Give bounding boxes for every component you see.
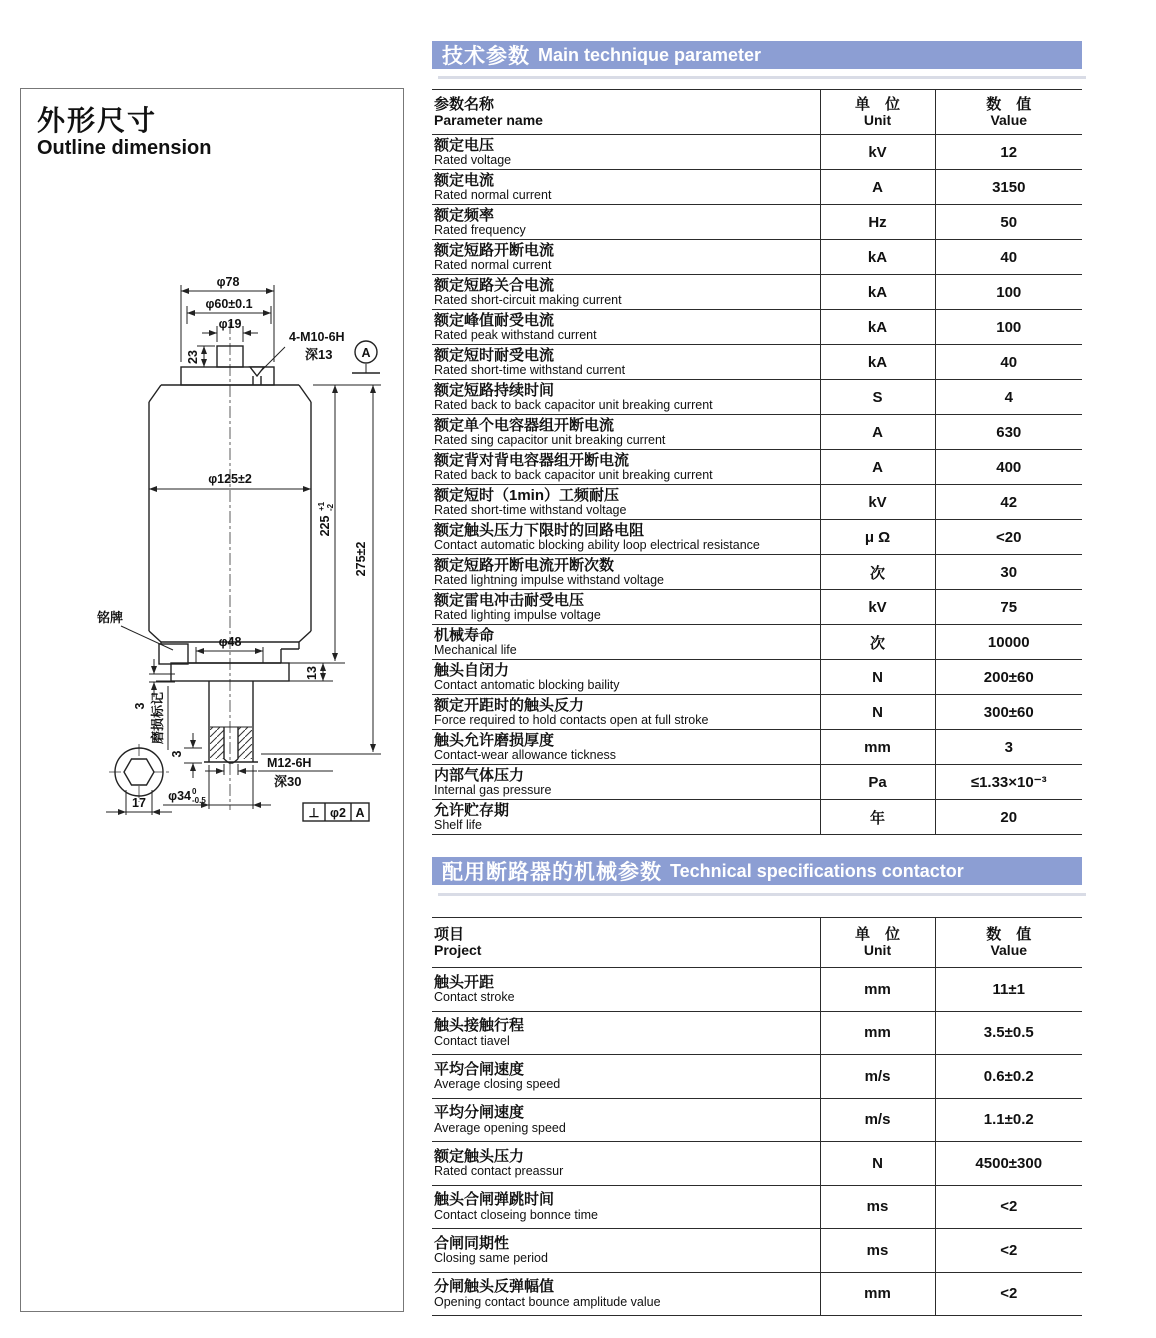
dim-phi48: φ48 (218, 635, 242, 649)
dim-phi125: φ125±2 (208, 472, 252, 486)
param-unit: N (820, 660, 935, 695)
param-name-zh: 额定短路关合电流 (434, 276, 555, 294)
param-value: 4 (935, 380, 1082, 415)
param-row (432, 170, 1082, 205)
dim-phi34-lower-tol: -0.5 (192, 796, 206, 805)
param-value: 3 (935, 730, 1082, 765)
dim-phi34: φ34 (168, 789, 191, 803)
header-unit-zh: 单 位 (854, 95, 900, 113)
param-value: 10000 (935, 625, 1082, 660)
param-name-zh: 触头开距 (434, 973, 495, 991)
param-name-en: Contact antomatic blocking baility (434, 677, 620, 692)
header-unit-zh: 单 位 (854, 926, 900, 944)
mech-params-title-zh: 配用断路器的机械参数 (442, 861, 662, 884)
param-name-zh: 额定频率 (434, 206, 495, 224)
param-name-zh: 额定短路开断电流 (434, 241, 555, 259)
param-value: 3.5±0.5 (935, 1011, 1082, 1055)
header-value-zh: 数 值 (986, 95, 1032, 113)
param-unit: A (820, 170, 935, 205)
param-name-zh: 触头自闭力 (434, 661, 510, 679)
header-value-zh: 数 值 (986, 926, 1032, 944)
param-row (432, 730, 1082, 765)
param-name-en: Rated frequency (434, 222, 526, 237)
param-value: <2 (935, 1272, 1082, 1316)
header-value-en: Value (990, 942, 1028, 959)
param-name-zh: 触头合闸弹跳时间 (434, 1191, 555, 1209)
param-name-en: Rated normal current (434, 257, 552, 272)
param-row (432, 625, 1082, 660)
param-row (432, 765, 1082, 800)
param-row (432, 1272, 1082, 1316)
param-name-zh: 内部气体压力 (434, 766, 525, 784)
param-row (432, 800, 1082, 835)
param-name-zh: 平均分闸速度 (434, 1104, 525, 1122)
param-value: 300±60 (935, 695, 1082, 730)
param-unit: kV (820, 485, 935, 520)
param-value: 100 (935, 310, 1082, 345)
param-name-en: Contact stroke (434, 990, 515, 1004)
param-name-zh: 机械寿命 (434, 626, 495, 644)
param-name-en: Mechanical life (434, 642, 517, 657)
param-value: 1.1±0.2 (935, 1098, 1082, 1142)
param-value: 11±1 (935, 968, 1082, 1012)
param-value: ≤1.33×10⁻³ (935, 765, 1082, 800)
param-name-en: Rated contact preassur (434, 1164, 564, 1178)
dim-225-lower-tol: -2 (326, 503, 335, 511)
param-name-zh: 额定触头压力下限时的回路电阻 (434, 521, 645, 539)
param-name-zh: 触头允许磨损厚度 (434, 731, 555, 749)
param-name-zh: 触头接触行程 (434, 1017, 525, 1035)
dim-23: 23 (186, 350, 200, 364)
param-row (432, 1142, 1082, 1186)
param-value: 100 (935, 275, 1082, 310)
param-row (432, 1185, 1082, 1229)
bar-shadow (438, 76, 1086, 79)
main-params-header-bar (432, 41, 1082, 69)
param-row (432, 310, 1082, 345)
outline-title-en: Outline dimension (37, 137, 212, 159)
label-nameplate: 铭牌 (97, 610, 124, 625)
feature-control-frame (303, 803, 369, 821)
param-name-zh: 额定短时（1min）工频耐压 (434, 486, 620, 504)
param-name-en: Average closing speed (434, 1077, 561, 1091)
param-unit: N (820, 1142, 935, 1186)
param-unit: kA (820, 275, 935, 310)
param-unit: 年 (820, 800, 935, 835)
param-name-zh: 额定电流 (434, 171, 495, 189)
param-unit: A (820, 415, 935, 450)
fcf-datum: A (355, 806, 365, 820)
param-value: 20 (935, 800, 1082, 835)
param-value: 4500±300 (935, 1142, 1082, 1186)
param-row (432, 345, 1082, 380)
param-row (432, 1229, 1082, 1273)
dim-225-upper-tol: +1 (317, 501, 326, 511)
param-unit: kA (820, 345, 935, 380)
mech-params-header-bar (432, 857, 1082, 885)
param-unit: 次 (820, 625, 935, 660)
param-value: 30 (935, 555, 1082, 590)
param-row (432, 135, 1082, 170)
param-name-zh: 额定电压 (434, 136, 495, 154)
param-name-zh: 平均合闸速度 (434, 1060, 525, 1078)
param-row (432, 1011, 1082, 1055)
dim-phi60: φ60±0.1 (205, 297, 253, 311)
param-name-zh: 额定短时耐受电流 (434, 346, 555, 364)
param-name-en: Internal gas pressure (434, 782, 552, 797)
dim-275: 275±2 (354, 541, 368, 577)
param-value: 75 (935, 590, 1082, 625)
param-name-en: Rated lighting impulse voltage (434, 607, 601, 622)
header-unit-en: Unit (863, 111, 892, 128)
param-unit: A (820, 450, 935, 485)
param-name-zh: 额定雷电冲击耐受电压 (434, 591, 585, 609)
param-name-en: Shelf life (434, 817, 482, 832)
main-params-title-zh: 技术参数 (442, 45, 530, 68)
param-name-zh: 允许贮存期 (434, 801, 510, 819)
param-name-zh: 额定短路开断电流开断次数 (434, 556, 615, 574)
label-m10: 4-M10-6H (289, 330, 345, 344)
fcf-perpendicularity-symbol: ⊥ (308, 806, 320, 820)
param-value: <2 (935, 1185, 1082, 1229)
param-value: <2 (935, 1229, 1082, 1273)
dim-phi19: φ19 (218, 317, 242, 331)
label-m12-depth: 深30 (274, 774, 302, 789)
dim-225: 225 (318, 515, 332, 537)
param-value: 40 (935, 345, 1082, 380)
param-row (432, 205, 1082, 240)
main-params-table-wrap (432, 89, 1082, 835)
param-row (432, 415, 1082, 450)
param-unit: m/s (820, 1055, 935, 1099)
param-name-zh: 合闸同期性 (434, 1234, 510, 1252)
dim-13: 13 (305, 666, 319, 680)
param-name-zh: 额定短路持续时间 (434, 381, 555, 399)
param-row (432, 968, 1082, 1012)
param-name-en: Closing same period (434, 1251, 548, 1265)
header-value-en: Value (990, 111, 1028, 128)
param-name-en: Rated back to back capacitor unit breaking current (434, 397, 713, 412)
param-value: 0.6±0.2 (935, 1055, 1082, 1099)
dim-17: 17 (132, 796, 146, 810)
param-unit: mm (820, 730, 935, 765)
param-name-en: Rated sing capacitor unit breaking current (434, 432, 666, 447)
param-name-en: Contact automatic blocking ability loop electrical resistance (434, 537, 760, 552)
label-wear-mark: 磨损标记 (150, 691, 165, 745)
param-name-en: Contact-wear allowance tickness (434, 747, 617, 762)
dim-wear-3: 3 (133, 702, 147, 710)
param-unit: mm (820, 968, 935, 1012)
param-name-en: Rated short-circuit making current (434, 292, 622, 307)
header-name-zh: 项目 (434, 926, 465, 944)
header-name-en: Project (434, 942, 482, 959)
param-row (432, 1055, 1082, 1099)
mech-params-table (432, 917, 1082, 1316)
header-name-en: Parameter name (434, 111, 543, 128)
param-name-en: Rated short-time withstand current (434, 362, 626, 377)
param-unit: kV (820, 135, 935, 170)
param-row (432, 520, 1082, 555)
main-params-table (432, 89, 1082, 835)
dim-phi34-upper-tol: 0 (192, 787, 197, 796)
param-value: 630 (935, 415, 1082, 450)
bar-shadow (438, 893, 1086, 896)
param-unit: kA (820, 240, 935, 275)
dimension-labels (96, 275, 371, 810)
param-unit: kA (820, 310, 935, 345)
param-row (432, 380, 1082, 415)
param-value: 200±60 (935, 660, 1082, 695)
param-name-en: Opening contact bounce amplitude value (434, 1294, 661, 1309)
outline-drawing (21, 254, 405, 834)
param-unit: μ Ω (820, 520, 935, 555)
header-unit-en: Unit (863, 942, 892, 959)
interrupter-outline (115, 346, 333, 796)
dim-phi78: φ78 (216, 275, 240, 289)
table-header-row (432, 918, 1082, 968)
param-value: <20 (935, 520, 1082, 555)
param-value: 12 (935, 135, 1082, 170)
param-unit: Pa (820, 765, 935, 800)
param-name-en: Rated lightning impulse withstand voltage (434, 572, 664, 587)
param-name-en: Rated short-time withstand voltage (434, 502, 627, 517)
fcf-tolerance: φ2 (330, 806, 346, 820)
param-name-en: Rated voltage (434, 152, 512, 167)
param-unit: mm (820, 1011, 935, 1055)
param-unit: ms (820, 1229, 935, 1273)
param-unit: Hz (820, 205, 935, 240)
param-unit: ms (820, 1185, 935, 1229)
param-unit: kV (820, 590, 935, 625)
param-name-zh: 额定峰值耐受电流 (434, 311, 555, 329)
dim-chamfer-3: 3 (170, 750, 184, 758)
param-value: 50 (935, 205, 1082, 240)
label-m12: M12-6H (267, 756, 312, 770)
param-row (432, 695, 1082, 730)
param-row (432, 555, 1082, 590)
param-name-zh: 额定触头压力 (434, 1147, 525, 1165)
param-unit: 次 (820, 555, 935, 590)
param-value: 3150 (935, 170, 1082, 205)
param-value: 42 (935, 485, 1082, 520)
param-unit: m/s (820, 1098, 935, 1142)
param-name-en: Rated normal current (434, 187, 552, 202)
param-row (432, 1098, 1082, 1142)
param-name-zh: 分闸触头反弹幅值 (434, 1278, 555, 1296)
mech-params-table-wrap (432, 917, 1082, 1316)
main-params-title-en: Main technique parameter (538, 44, 762, 65)
mech-params-title-en: Technical specifications contactor (670, 860, 964, 881)
header-name-zh: 参数名称 (434, 95, 495, 113)
param-name-zh: 额定开距时的触头反力 (434, 696, 585, 714)
param-name-en: Contact closeing bonnce time (434, 1207, 598, 1222)
outline-title-zh: 外形尺寸 (37, 105, 158, 136)
param-name-zh: 额定背对背电容器组开断电流 (434, 451, 630, 469)
param-row (432, 485, 1082, 520)
datum-a-label: A (361, 346, 371, 360)
param-value: 40 (935, 240, 1082, 275)
param-row (432, 450, 1082, 485)
param-name-en: Average opening speed (434, 1120, 566, 1135)
param-row (432, 660, 1082, 695)
table-header-row (432, 90, 1082, 135)
param-name-en: Rated peak withstand current (434, 327, 597, 342)
param-name-zh: 额定单个电容器组开断电流 (434, 416, 615, 434)
param-unit: mm (820, 1272, 935, 1316)
label-m10-depth: 深13 (305, 347, 333, 362)
param-unit: S (820, 380, 935, 415)
param-row (432, 275, 1082, 310)
param-row (432, 590, 1082, 625)
param-name-en: Rated back to back capacitor unit breaking current (434, 467, 713, 482)
param-unit: N (820, 695, 935, 730)
param-row (432, 240, 1082, 275)
param-name-en: Force required to hold contacts open at full stroke (434, 712, 709, 727)
param-name-en: Contact tiavel (434, 1033, 510, 1048)
outline-panel (20, 88, 404, 1312)
param-value: 400 (935, 450, 1082, 485)
